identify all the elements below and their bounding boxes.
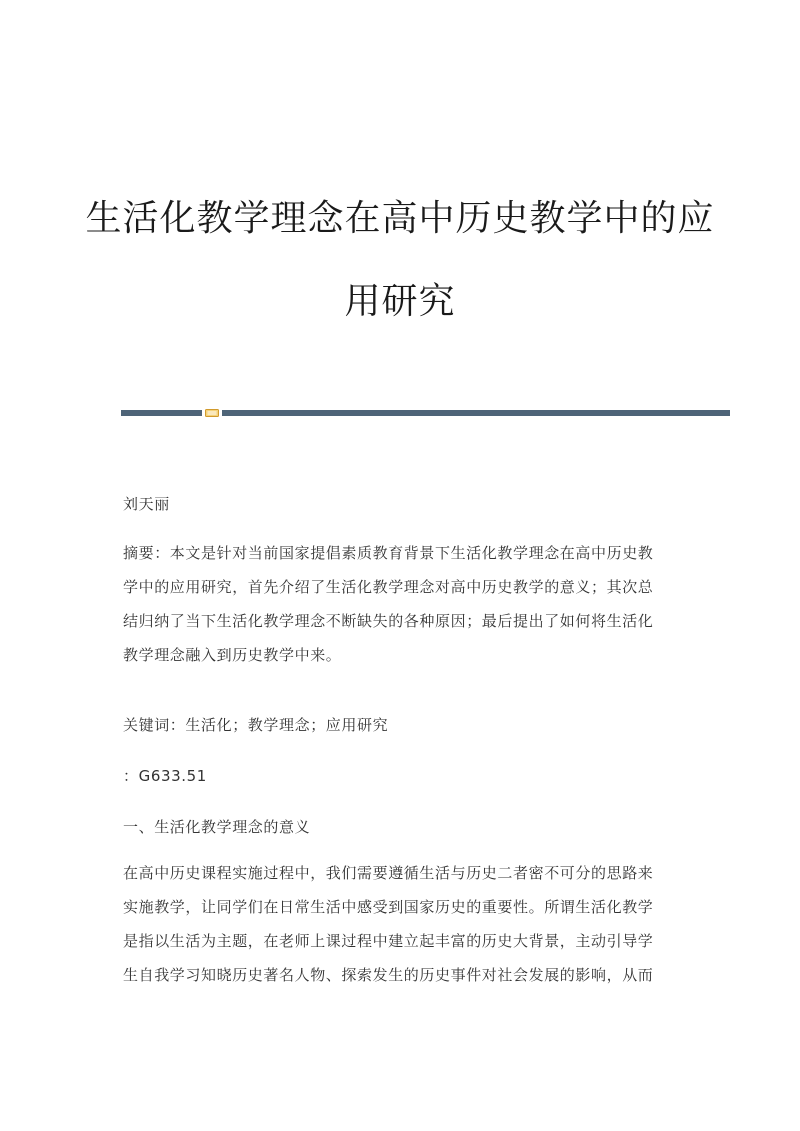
abstract-line: 结归纳了当下生活化教学理念不断缺失的各种原因；最后提出了如何将生活化 <box>123 612 654 630</box>
classification-number: ：G633.51 <box>123 767 207 785</box>
body-line: 实施教学，让同学们在日常生活中感受到国家历史的重要性。所谓生活化教学 <box>123 898 654 916</box>
abstract-line: 学中的应用研究，首先介绍了生活化教学理念对高中历史教学的意义；其次总 <box>123 578 654 596</box>
section-body <box>123 856 683 992</box>
author: 刘天丽 <box>123 495 170 513</box>
abstract-line: 教学理念融入到历史教学中来。 <box>123 646 342 664</box>
body-line: 是指以生活为主题，在老师上课过程中建立起丰富的历史大背景，主动引导学 <box>123 932 654 950</box>
divider-bar-right <box>222 410 730 416</box>
keywords: 关键词：生活化；教学理念；应用研究 <box>123 716 389 734</box>
section-heading: 一、生活化教学理念的意义 <box>123 818 311 836</box>
body-line: 在高中历史课程实施过程中，我们需要遵循生活与历史二者密不可分的思路来 <box>123 864 654 882</box>
title-line-2: 用研究 <box>344 281 456 322</box>
title-line-1: 生活化教学理念在高中历史教学中的应 <box>85 198 715 239</box>
title-divider <box>121 409 730 417</box>
abstract-line: 摘要：本文是针对当前国家提倡素质教育背景下生活化教学理念在高中历史教 <box>123 544 654 562</box>
book-icon <box>205 409 219 417</box>
body-line: 生自我学习知晓历史著名人物、探索发生的历史事件对社会发展的影响，从而 <box>123 966 654 984</box>
abstract <box>123 536 683 672</box>
divider-bar-left <box>121 410 202 416</box>
